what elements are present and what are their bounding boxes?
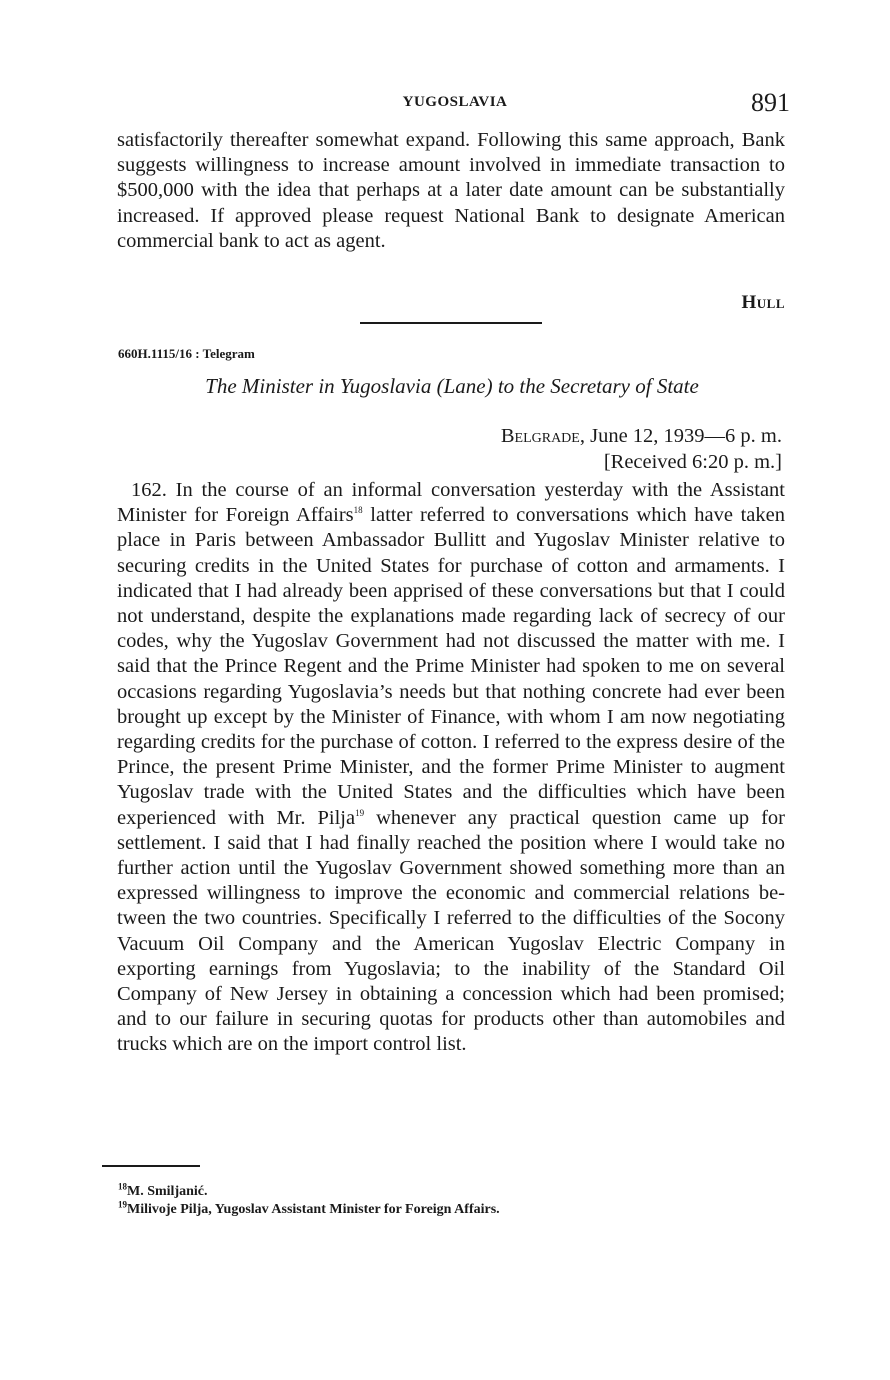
telegram-body — [117, 478, 785, 1058]
body-text-part3: whenever any practical question came up for settlement. I said that I had finally reached the position where I would take no further action until the Yugoslav Government showed something more than an expressed willingness to improve the economic and commercial relations between the two countries. Specifically I referred to the difficulties of the Socony Vacuum Oil Company and the American Yugoslav Electric Company in exporting earnings from Yugoslavia; to the inability of the Standard Oil Company of New Jersey in obtaining a concession which had been promised; and to our failure in securing quotas for products other than automobiles and trucks which are on the import control list. — [117, 806, 785, 1056]
footnote-ref-18: 18 — [353, 505, 363, 516]
running-head — [120, 88, 790, 118]
page-number: 891 — [751, 88, 790, 117]
file-reference: 660H.1115/16 : Telegram — [118, 346, 255, 361]
document-heading: The Minister in Yugoslavia (Lane) to the Secretary of State — [205, 374, 699, 398]
section-divider — [360, 322, 542, 324]
dateline — [501, 423, 782, 475]
footnote-divider — [102, 1165, 200, 1167]
place-name: Belgrade, — [500, 425, 585, 447]
footnote-19 — [118, 1201, 758, 1218]
footnote-ref-19: 19 — [355, 807, 365, 818]
footnote-mark: 18 — [118, 1181, 127, 1192]
body-text-part1: 162. In the course of an informal conversation yesterday with the Assistant Minister for Foreign Affairs — [117, 479, 785, 527]
signature: Hull — [741, 292, 785, 313]
received-line: [Received 6:20 p. m.] — [603, 451, 782, 473]
date-time: June 12, 1939—6 p. m. — [584, 425, 782, 447]
footnote-mark: 19 — [118, 1199, 127, 1210]
footnote-text: Milivoje Pilja, Yugoslav Assistant Minister for Foreign Affairs. — [127, 1202, 500, 1217]
running-title: YUGOSLAVIA — [402, 94, 508, 110]
footnote-text: M. Smiljanić. — [127, 1184, 208, 1199]
date-line — [501, 423, 782, 449]
body-text-part2: latter referred to conversations which have taken place in Paris between Ambassador Bullitt and Yugoslav Minister relative to securing credits in the United States for purchase of cotton and armaments. I indicated that I had already been apprised of these conversations but that I could not understand, despite the explanations made regarding lack of secrecy of our codes, why the Yugoslav Government had not discussed the matter with me. I said that the Prince Regent and the Prime Minister had spoken to me on several occasions regarding Yugoslavia’s needs but that nothing concrete had ever been brought up except by the Minister of Finance, with whom I am now negotiating regarding credits for the purchase of cotton. I referred to the express desire of the Prince, the present Prime Minister, and the former Prime Minister to augment Yugoslav trade with the United States and the difficulties which have been experienced with Mr. Pilja — [117, 504, 785, 829]
footnote-18 — [118, 1183, 758, 1200]
continuation-paragraph: satisfactorily thereafter somewhat expand. Following this same approach, Bank suggests willingness to increase amount involved in immediate transaction to $500,000 with the idea that perhaps at a later date amount can be substantially increased. If approved please request National Bank to designate American commercial bank to act as agent. — [117, 129, 785, 252]
